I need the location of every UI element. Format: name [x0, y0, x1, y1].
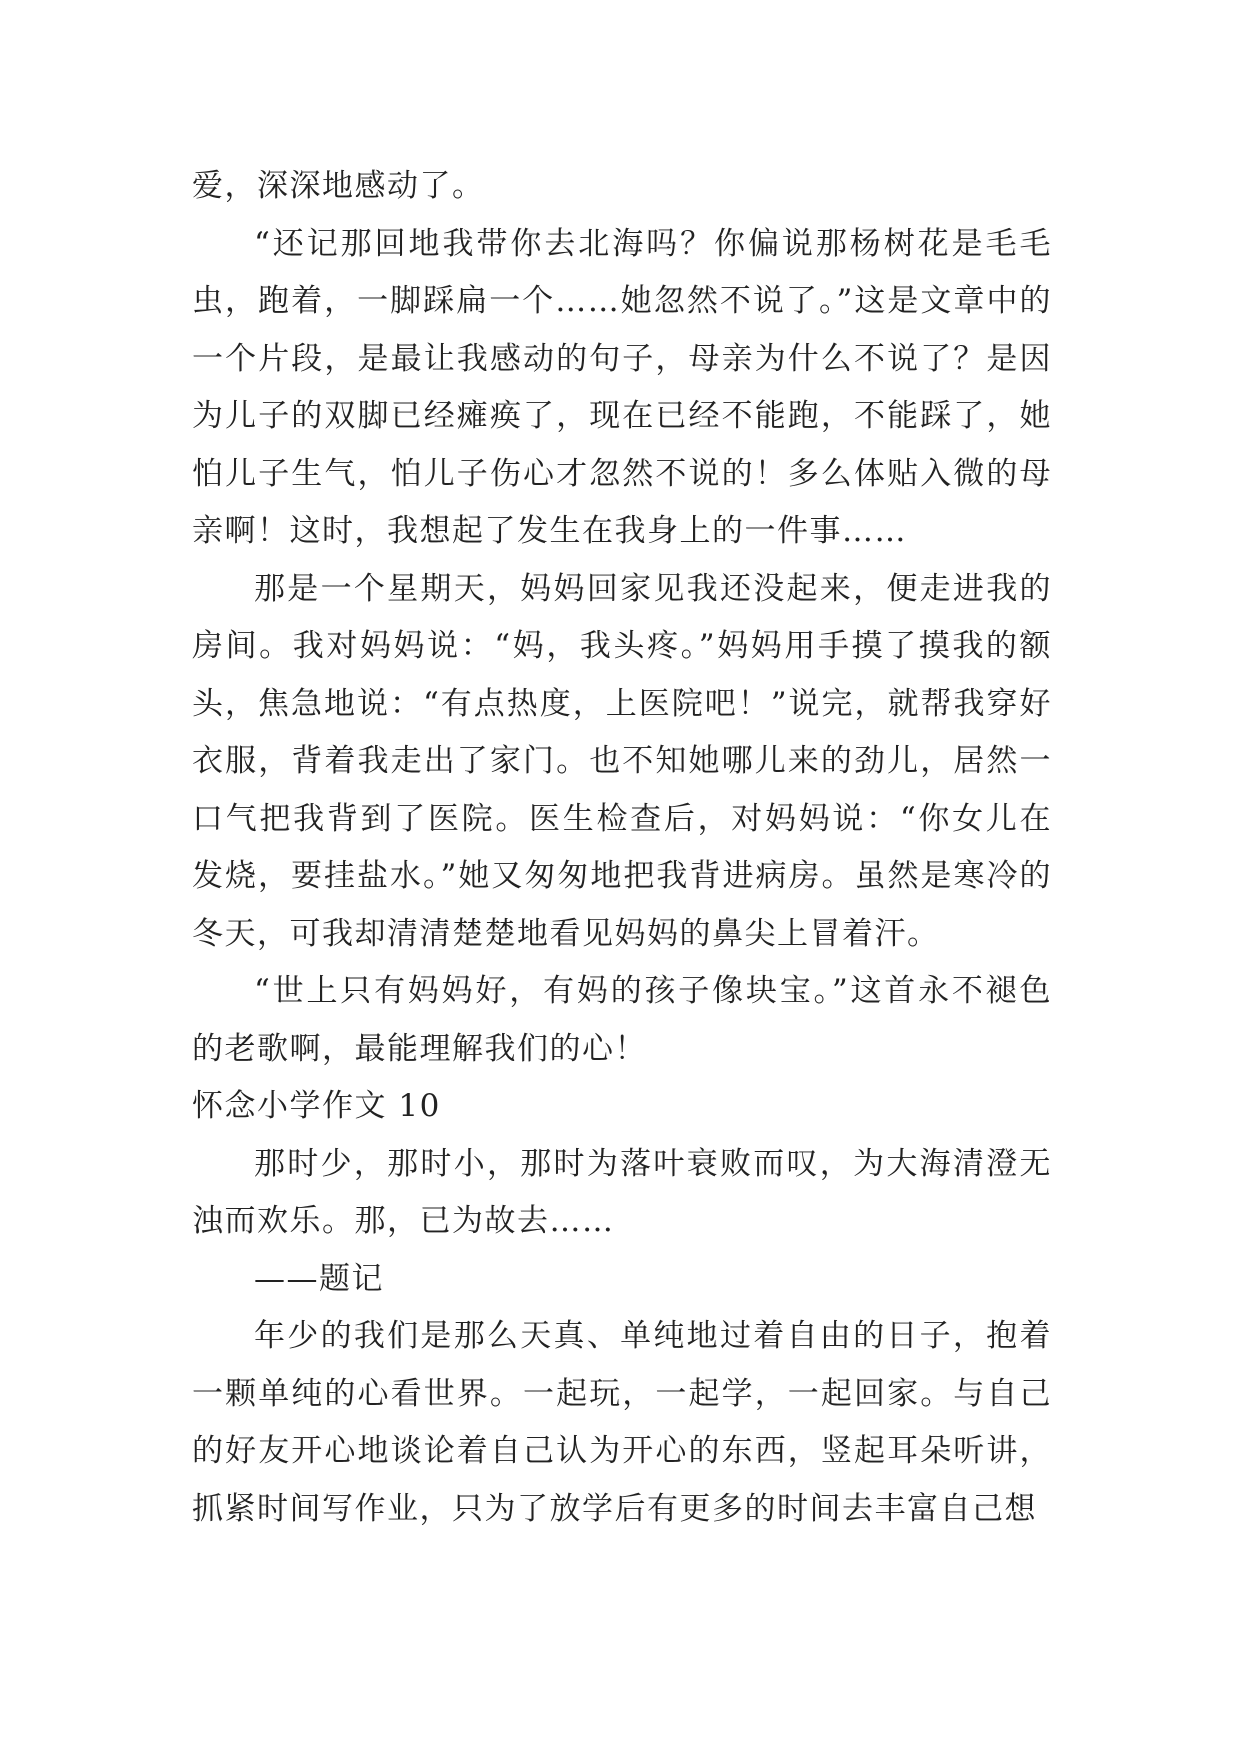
paragraph-continuation: 爱，深深地感动了。: [192, 168, 485, 204]
paragraph-sunday-story: 那是一个星期天，妈妈回家见我还没起来，便走进我的房间。我对妈妈说：“妈，我头疼。”妈妈用手摸了摸我的额头，焦急地说：“有点热度，上医院吧！”说完，就帮我穿好衣服，背着我走出了家门。也不知她哪儿来的劲儿，居然一口气把我背到了医院。医生检查后，对妈妈说：“你女儿在发烧，要挂盐水。”她又匆匆地把我背进病房。虽然是寒冷的冬天，可我却清清楚楚地看见妈妈的鼻尖上冒着汗。: [192, 570, 1052, 952]
paragraph-childhood: 年少的我们是那么天真、单纯地过着自由的日子，抱着一颗单纯的心看世界。一起玩，一起学，一起回家。与自己的好友开心地谈论着自己认为开心的东西，竖起耳朵听讲，抓紧时间写作业，只为了放学后有更多的时间去丰富自己想: [192, 1318, 1052, 1527]
essay-heading: 怀念小学作文 10: [192, 1088, 441, 1124]
document-page: [192, 158, 1052, 1538]
paragraph-quote-beihai: “还记那回地我带你去北海吗？你偏说那杨树花是毛毛虫，跑着，一脚踩扁一个……她忽然不说了。”这是文章中的一个片段，是最让我感动的句子，母亲为什么不说了？是因为儿子的双脚已经瘫痪了，现在已经不能跑，不能踩了，她怕儿子生气，怕儿子伤心才忽然不说的！多么体贴入微的母亲啊！这时，我想起了发生在我身上的一件事……: [192, 225, 1052, 549]
paragraph-song: “世上只有妈妈好，有妈的孩子像块宝。”这首永不褪色的老歌啊，最能理解我们的心！: [192, 973, 1052, 1067]
paragraph-intro: 那时少，那时小，那时为落叶衰败而叹，为大海清澄无浊而欢乐。那，已为故去……: [192, 1145, 1052, 1239]
epigraph: ——题记: [254, 1260, 384, 1297]
